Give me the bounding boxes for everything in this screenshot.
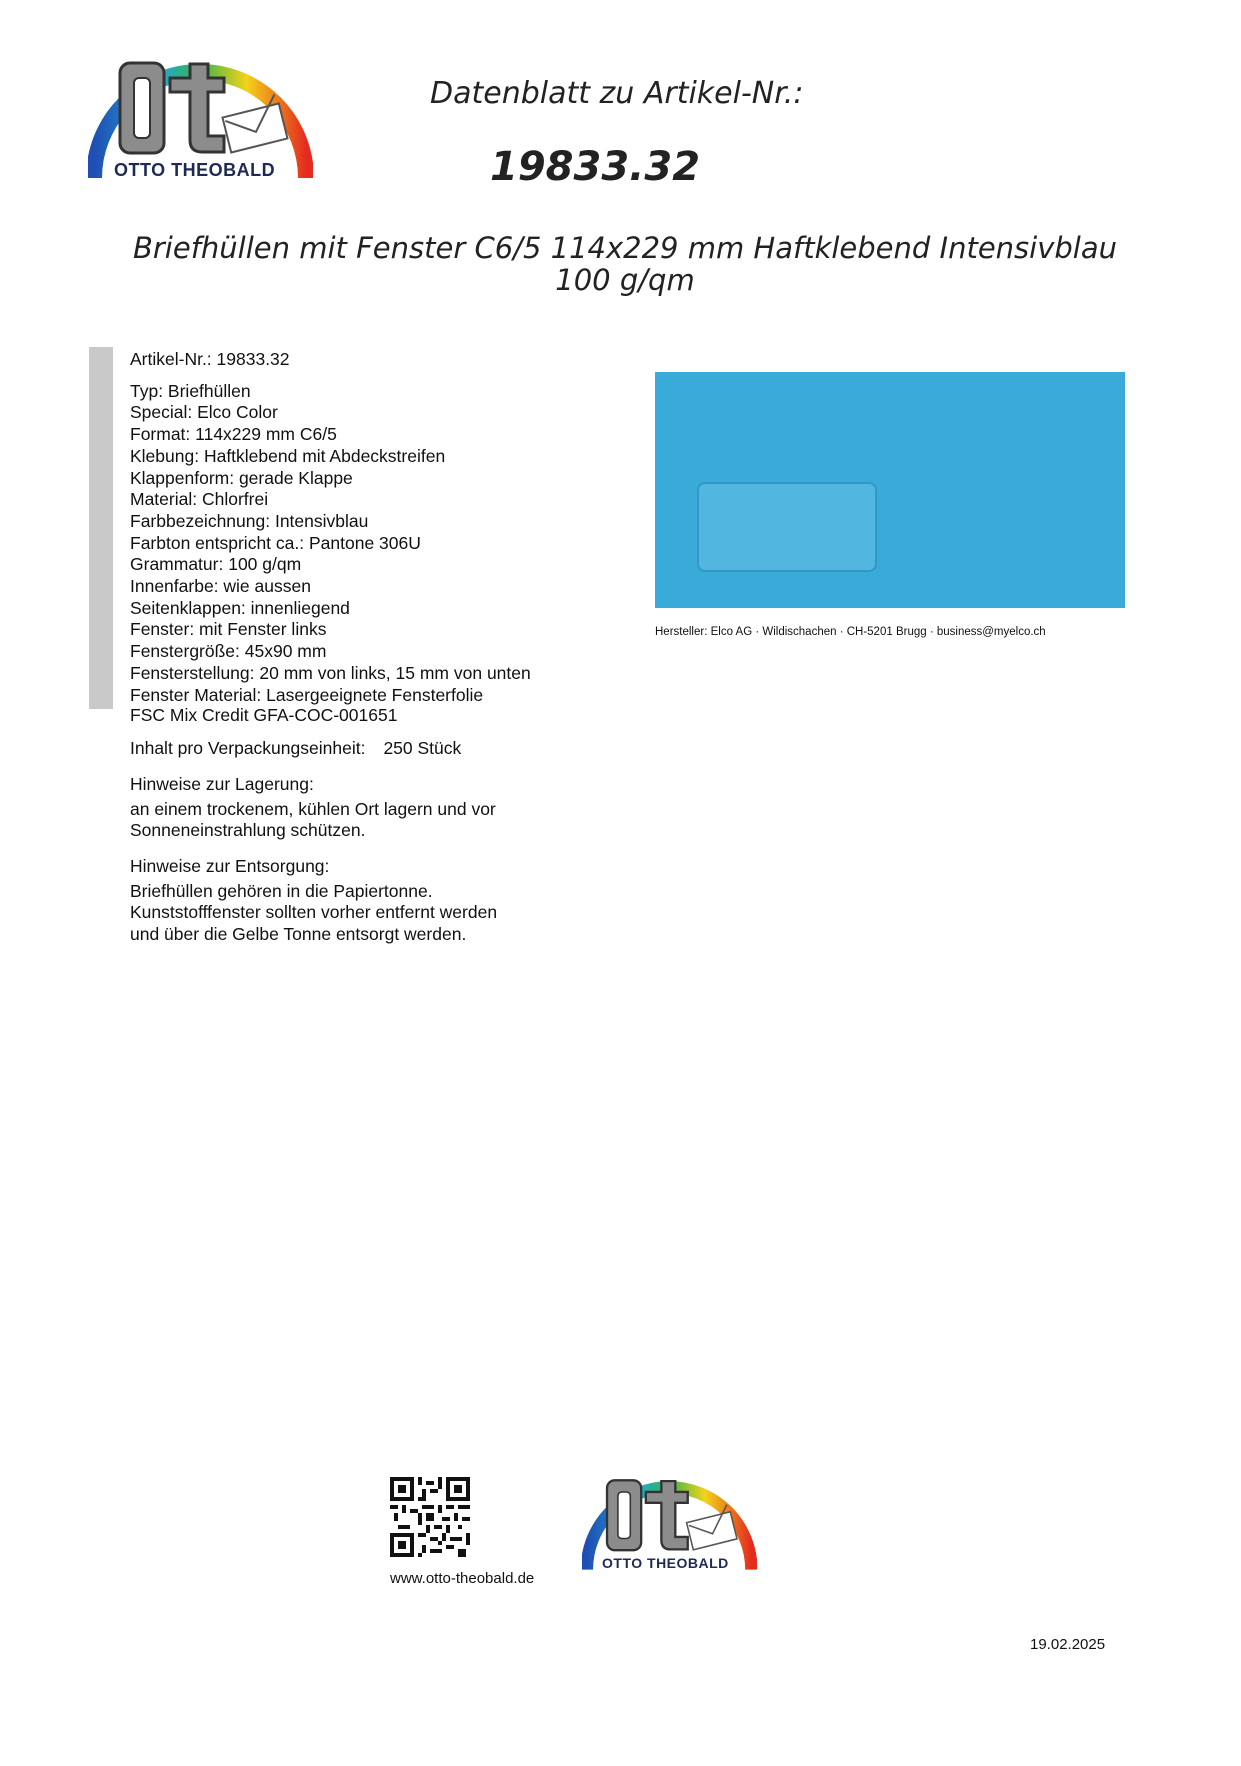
envelope-image [655, 372, 1125, 608]
article-number-heading: 19833.32 [490, 144, 701, 190]
qr-code-icon [390, 1477, 470, 1557]
spec-item: FSC Mix Credit GFA-COC-001651 [130, 705, 398, 726]
disposal-heading: Hinweise zur Entsorgung: [130, 856, 330, 877]
spec-item: Farbton entspricht ca.: Pantone 306U [130, 532, 421, 553]
datasheet-label: Datenblatt zu Artikel-Nr.: [430, 76, 804, 111]
company-logo [88, 60, 313, 185]
website-link[interactable]: www.otto-theobald.de [390, 1570, 535, 1587]
spec-item: Material: Chlorfrei [130, 489, 269, 510]
product-title [60, 232, 1190, 296]
spec-item: Fenstergröße: 45x90 mm [130, 641, 327, 662]
storage-heading: Hinweise zur Lagerung: [130, 773, 314, 794]
spec-item: Fensterstellung: 20 mm von links, 15 mm von unten [130, 662, 531, 683]
spec-item: Fenster Material: Lasergeeignete Fensterfolie [130, 684, 484, 705]
manufacturer-note: Hersteller: Elco AG · Wildischachen · CH-5201 Brugg · business@myelco.ch [655, 626, 1046, 638]
document-date: 19.02.2025 [1030, 1636, 1106, 1653]
spec-item: Klappenform: gerade Klappe [130, 467, 353, 488]
spec-item: Special: Elco Color [130, 402, 278, 423]
spec-item: Format: 114x229 mm C6/5 [130, 424, 337, 445]
spec-item: Seitenklappen: innenliegend [130, 597, 350, 618]
storage-text: Sonneneinstrahlung schützen. [130, 820, 366, 841]
footer-logo-wordmark: OTTO THEOBALD [602, 1555, 729, 1571]
spec-item: Innenfarbe: wie aussen [130, 576, 311, 597]
disposal-text: Briefhüllen gehören in die Papiertonne. [130, 880, 433, 901]
disposal-text: und über die Gelbe Tonne entsorgt werden. [130, 924, 467, 945]
logo-wordmark: OTTO THEOBALD [114, 160, 276, 180]
footer-logo [582, 1478, 757, 1575]
packaging-label: Inhalt pro Verpackungseinheit: [130, 738, 366, 759]
packaging-value: 250 Stück [383, 738, 462, 759]
packaging-row [130, 738, 630, 760]
product-title-line-1: Briefhüllen mit Fenster C6/5 114x229 mm Haftklebend Intensivblau [132, 231, 1118, 265]
envelope-window [697, 482, 877, 572]
spec-item: Farbbezeichnung: Intensivblau [130, 510, 369, 531]
storage-text: an einem trockenem, kühlen Ort lagern und vor [130, 798, 496, 819]
spec-item: Fenster: mit Fenster links [130, 619, 327, 640]
spec-item: Artikel-Nr.: 19833.32 [130, 349, 290, 369]
spec-item: Typ: Briefhüllen [130, 380, 251, 401]
spec-item: Klebung: Haftklebend mit Abdeckstreifen [130, 445, 446, 466]
product-title-line-2: 100 g/qm [555, 263, 695, 297]
spec-item: Grammatur: 100 g/qm [130, 554, 302, 575]
spec-list [130, 349, 630, 946]
spec-sidebar-bar [89, 347, 113, 709]
disposal-text: Kunststofffenster sollten vorher entfernt werden [130, 902, 498, 923]
